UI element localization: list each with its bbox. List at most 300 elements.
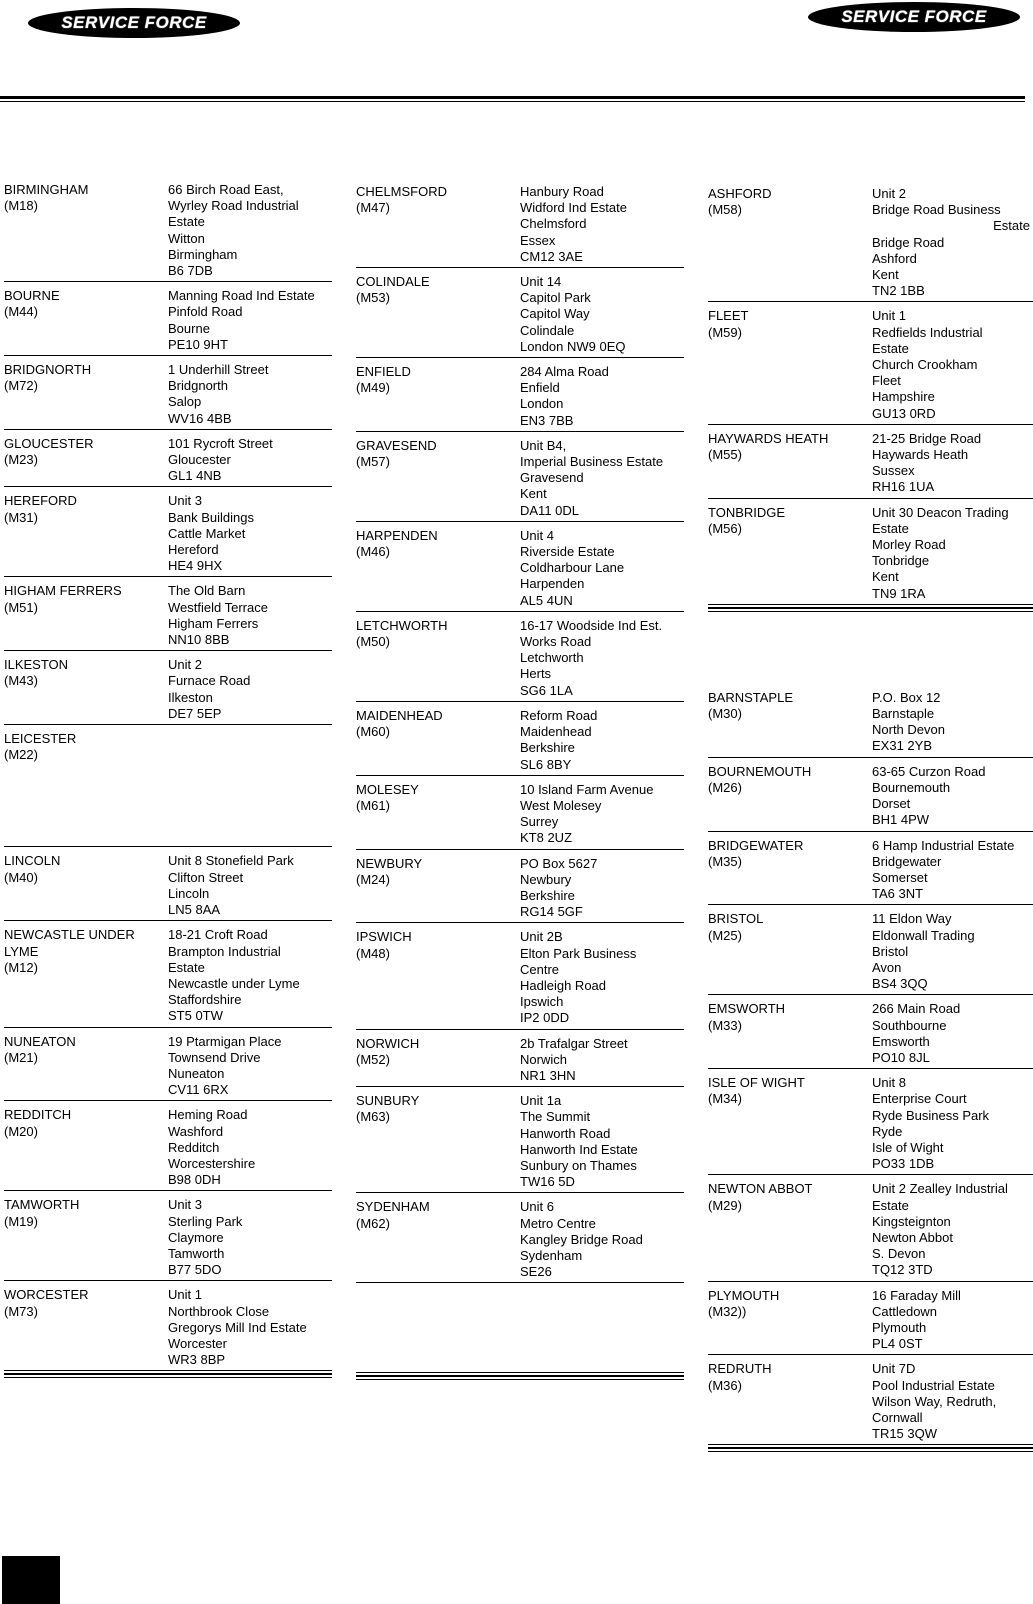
address-line: 21-25 Bridge Road	[872, 430, 982, 446]
centre-address	[168, 853, 332, 918]
address-line: WV16 4BB	[168, 410, 232, 426]
section-end-rule	[708, 1447, 1033, 1452]
centre-address	[872, 1075, 1033, 1172]
address-line: Bournemouth	[872, 779, 951, 795]
address-line: Hadleigh Road	[520, 977, 607, 993]
address-line: 1 Underhill Street	[168, 362, 269, 378]
centre-address	[168, 1197, 332, 1278]
name-line: (M30)	[708, 706, 742, 722]
address-line: Coldharbour Lane	[520, 560, 625, 576]
address-line: Enterprise Court	[872, 1091, 967, 1107]
address-line: Unit 2	[872, 186, 906, 201]
centre-name	[708, 1361, 872, 1442]
name-line: (M60)	[356, 724, 390, 740]
centre-name	[4, 1287, 168, 1368]
address-line: Church Crookham	[872, 357, 978, 373]
address-line: CM12 3AE	[520, 248, 583, 264]
name-line: ASHFORD	[708, 186, 772, 201]
centre-address	[520, 1289, 684, 1370]
name-line: (M23)	[4, 452, 38, 468]
address-line: Unit 8 Stonefield Park	[168, 853, 294, 869]
address-line: Unit 1a	[520, 1093, 562, 1109]
address-line: Unit 2	[168, 657, 202, 673]
service-centre-entry	[708, 690, 1033, 758]
address-line: Plymouth	[872, 1319, 927, 1335]
centre-name	[4, 436, 168, 485]
address-line: Wyrley Road Industrial	[168, 198, 299, 214]
address-line: Redditch	[168, 1139, 220, 1155]
service-centre-entry	[708, 505, 1033, 605]
centre-name	[356, 528, 520, 609]
centre-address	[168, 731, 332, 844]
centre-name	[4, 182, 168, 279]
name-line: WORCESTER	[4, 1287, 89, 1303]
name-line: (M34)	[708, 1091, 742, 1107]
address-line: 16-17 Woodside Ind Est.	[520, 617, 663, 633]
name-line: (M44)	[4, 304, 38, 320]
centre-address	[872, 1361, 1033, 1442]
name-line: HARPENDEN	[356, 527, 438, 543]
centre-address	[520, 528, 684, 609]
name-line: (M73)	[4, 1303, 38, 1319]
address-line: CV11 6RX	[168, 1082, 229, 1098]
service-centre-entry	[356, 364, 684, 432]
address-line: Unit 3	[168, 493, 202, 509]
address-line: Brampton Industrial	[168, 943, 281, 959]
address-line: BS4 3QQ	[872, 976, 928, 992]
address-line: Bridgnorth	[168, 378, 228, 394]
name-line: GLOUCESTER	[4, 435, 94, 451]
address-line: Eldonwall Trading	[872, 927, 975, 943]
address-line: PO33 1DB	[872, 1156, 935, 1172]
address-line: PO Box 5627	[520, 855, 598, 871]
address-line: DE7 5EP	[168, 705, 222, 721]
address-line: Townsend Drive	[168, 1049, 261, 1065]
service-centre-entry	[4, 1197, 332, 1281]
name-line: (M18)	[4, 198, 38, 214]
centre-address	[520, 184, 684, 265]
service-centre-entry	[4, 493, 332, 577]
name-line: (M26)	[708, 779, 742, 795]
name-line: (M52)	[356, 1051, 390, 1067]
address-line: 63-65 Curzon Road	[872, 763, 986, 779]
service-centre-entry	[708, 1075, 1033, 1175]
centre-address	[520, 1093, 684, 1190]
name-line: (M25)	[708, 927, 742, 943]
address-line: RH16 1UA	[872, 479, 935, 495]
address-line: Washford	[168, 1123, 224, 1139]
service-centre-entry	[356, 1093, 684, 1193]
centre-address	[520, 708, 684, 773]
name-line: BRIDGEWATER	[708, 837, 804, 853]
name-line: BIRMINGHAM	[4, 182, 89, 197]
name-line: BOURNE	[4, 288, 60, 304]
address-line: Unit 8	[872, 1075, 906, 1091]
address-line: Estate	[872, 520, 909, 536]
centre-name	[708, 1288, 872, 1353]
service-centre-entry	[356, 184, 684, 268]
service-centre-entry	[708, 1361, 1033, 1445]
address-line: TN2 1BB	[872, 283, 925, 299]
service-centre-entry	[4, 853, 332, 921]
address-line: Hampshire	[872, 389, 935, 405]
service-centre-entry	[708, 1288, 1033, 1356]
name-line: (M21)	[4, 1049, 38, 1065]
address-line: PO10 8JL	[872, 1049, 930, 1065]
centre-address	[872, 505, 1033, 602]
centre-name	[708, 690, 872, 755]
address-line: Newbury	[520, 871, 572, 887]
address-line: London NW9 0EQ	[520, 338, 626, 354]
address-line: Centre	[520, 961, 560, 977]
address-line: Norwich	[520, 1051, 567, 1067]
centre-name	[356, 1093, 520, 1190]
centre-name	[4, 288, 168, 353]
address-line: Worcester	[168, 1335, 227, 1351]
address-line: Ilkeston	[168, 689, 213, 705]
service-centre-entry	[4, 731, 332, 847]
address-line: 101 Rycroft Street	[168, 435, 273, 451]
address-line: Sydenham	[520, 1247, 583, 1263]
centre-name	[708, 1001, 872, 1066]
address-line: Unit 4	[520, 527, 554, 543]
centre-address	[168, 1107, 332, 1188]
name-line: NEWCASTLE UNDER	[4, 927, 135, 943]
address-line: Manning Road Ind Estate	[168, 288, 315, 304]
address-line: ST5 0TW	[168, 1008, 223, 1024]
centre-name	[708, 431, 872, 496]
service-centre-entry	[4, 1034, 332, 1102]
address-line: S. Devon	[872, 1246, 926, 1262]
name-line: (M62)	[356, 1215, 390, 1231]
name-line: (M20)	[4, 1123, 38, 1139]
address-line: Works Road	[520, 634, 592, 650]
address-line: Capitol Way	[520, 306, 590, 322]
address-line: Unit B4,	[520, 437, 567, 453]
name-line: IPSWICH	[356, 929, 412, 945]
name-line: REDRUTH	[708, 1361, 772, 1377]
address-line: Estate	[168, 959, 205, 975]
centre-name	[708, 838, 872, 903]
centre-name	[356, 274, 520, 355]
service-centre-entry	[708, 1181, 1033, 1281]
name-line: BRISTOL	[708, 911, 764, 927]
centre-name	[356, 364, 520, 429]
service-centre-entry	[356, 782, 684, 850]
address-line: Unit 1	[872, 308, 906, 324]
address-line: Letchworth	[520, 650, 584, 666]
centre-name	[708, 764, 872, 829]
service-centre-entry	[356, 929, 684, 1029]
address-line: NN10 8BB	[168, 632, 230, 648]
address-line: Estate	[993, 218, 1030, 234]
name-line: (M32))	[708, 1303, 747, 1319]
address-line: Maidenhead	[520, 724, 592, 740]
address-line: Hanworth Road	[520, 1125, 611, 1141]
service-centre-entry	[708, 838, 1033, 906]
centre-address	[520, 1036, 684, 1085]
centre-name	[356, 929, 520, 1026]
centre-name	[356, 1199, 520, 1280]
centre-name	[356, 618, 520, 699]
section-end-rule	[356, 1375, 684, 1380]
address-line: 18-21 Croft Road	[168, 927, 268, 943]
centre-address	[520, 438, 684, 519]
centre-name	[708, 505, 872, 602]
region-spacer	[708, 612, 1033, 690]
address-line: Lincoln	[168, 885, 210, 901]
name-line: TONBRIDGE	[708, 504, 786, 520]
logo-text: SERVICE FORCE	[841, 7, 987, 26]
address-line: Fleet	[872, 373, 901, 389]
name-line: ENFIELD	[356, 364, 411, 380]
address-line: Barnstaple	[872, 706, 935, 722]
address-line: Northbrook Close	[168, 1303, 270, 1319]
address-line: Dorset	[872, 796, 911, 812]
centre-address	[168, 362, 332, 427]
service-centre-entry	[356, 438, 684, 522]
name-line: BOURNEMOUTH	[708, 763, 812, 779]
name-line: BRIDGNORTH	[4, 362, 92, 378]
centre-address	[520, 782, 684, 847]
name-line: (M36)	[708, 1377, 742, 1393]
address-line: Furnace Road	[168, 673, 251, 689]
name-line: (M61)	[356, 797, 390, 813]
centre-address	[520, 364, 684, 429]
centre-name	[708, 1075, 872, 1172]
address-line: Newton Abbot	[872, 1229, 953, 1245]
address-line: 2b Trafalgar Street	[520, 1035, 628, 1051]
address-line: NR1 3HN	[520, 1067, 576, 1083]
address-line: Salop	[168, 394, 202, 410]
address-line: GL1 4NB	[168, 468, 222, 484]
name-line: (M51)	[4, 599, 38, 615]
address-line: 66 Birch Road East,	[168, 182, 284, 197]
address-line: The Summit	[520, 1109, 591, 1125]
name-line: SYDENHAM	[356, 1199, 430, 1215]
address-line: Isle of Wight	[872, 1139, 944, 1155]
address-line: Pinfold Road	[168, 304, 243, 320]
address-line: Hereford	[168, 542, 219, 558]
name-line: (M49)	[356, 380, 390, 396]
address-line: SG6 1LA	[520, 682, 573, 698]
address-line: TQ12 3TD	[872, 1262, 933, 1278]
centre-address	[168, 493, 332, 574]
address-line: Capitol Park	[520, 290, 591, 306]
address-line: WR3 8BP	[168, 1352, 226, 1368]
address-line: PL4 0ST	[872, 1336, 923, 1352]
address-line: Cornwall	[872, 1410, 923, 1425]
address-line: Nuneaton	[168, 1065, 225, 1081]
address-line: Unit 2B	[520, 929, 563, 945]
address-line: RG14 5GF	[520, 904, 583, 920]
centre-address	[872, 1181, 1033, 1278]
address-line: Ipswich	[520, 994, 564, 1010]
address-line: Worcestershire	[168, 1155, 256, 1171]
address-line: TW16 5D	[520, 1174, 575, 1190]
service-centre-entry	[708, 1001, 1033, 1069]
service-centre-entry	[4, 436, 332, 488]
address-line: TR15 3QW	[872, 1426, 938, 1442]
address-line: Witton	[168, 230, 205, 246]
address-line: PE10 9HT	[168, 336, 228, 352]
name-line: GRAVESEND	[356, 437, 437, 453]
centre-name	[356, 438, 520, 519]
address-line: Gregorys Mill Ind Estate	[168, 1319, 307, 1335]
address-line: Bourne	[168, 320, 210, 336]
name-line: (M58)	[708, 202, 742, 218]
name-line: ISLE OF WIGHT	[708, 1075, 805, 1091]
address-line: West Molesey	[520, 797, 602, 813]
address-line: B77 5DO	[168, 1262, 222, 1278]
service-centre-entry	[708, 911, 1033, 995]
centre-address	[872, 431, 1033, 496]
name-line: (M31)	[4, 509, 38, 525]
centre-address	[520, 618, 684, 699]
name-line: LETCHWORTH	[356, 617, 448, 633]
address-line: Newcastle under Lyme	[168, 975, 300, 991]
address-line: Bridge Road Business	[872, 202, 1001, 218]
centre-address	[872, 838, 1033, 903]
address-line: Bank Buildings	[168, 509, 254, 525]
address-line: Cattledown	[872, 1303, 938, 1319]
name-line: PLYMOUTH	[708, 1287, 780, 1303]
name-line: MOLESEY	[356, 781, 419, 797]
address-line: Berkshire	[520, 887, 575, 903]
service-centre-entry	[4, 182, 332, 282]
address-line: SE26	[520, 1264, 552, 1280]
service-centre-entry	[356, 1289, 684, 1373]
name-line: (M50)	[356, 634, 390, 650]
service-centre-entry	[4, 927, 332, 1027]
service-centre-entry	[4, 288, 332, 356]
address-line: Sussex	[872, 463, 915, 479]
centre-name	[4, 362, 168, 427]
address-line: 16 Faraday Mill	[872, 1287, 961, 1303]
centre-name	[708, 308, 872, 421]
address-line: IP2 0DD	[520, 1010, 570, 1026]
address-line: Staffordshire	[168, 992, 242, 1008]
centre-name	[356, 1289, 520, 1370]
service-centre-entry	[356, 274, 684, 358]
address-line: Estate	[872, 1197, 909, 1213]
address-line: Wilson Way, Redruth,	[872, 1393, 997, 1409]
name-line: (M19)	[4, 1213, 38, 1229]
address-line: Riverside Estate	[520, 544, 615, 560]
address-line: Kingsteignton	[872, 1213, 951, 1229]
name-line: HIGHAM FERRERS	[4, 583, 122, 599]
address-line: B6 7DB	[168, 263, 213, 279]
centre-address	[872, 308, 1033, 421]
address-line: Kangley Bridge Road	[520, 1231, 643, 1247]
address-line: Morley Road	[872, 537, 946, 553]
centre-name	[4, 493, 168, 574]
address-line: The Old Barn	[168, 583, 246, 599]
address-line: Estate	[168, 214, 205, 230]
centre-address	[872, 186, 1033, 299]
address-line: Estate	[872, 340, 909, 356]
service-centre-entry	[708, 186, 1033, 302]
name-line: (M12)	[4, 959, 38, 975]
address-line: Essex	[520, 232, 556, 248]
address-line: EX31 2YB	[872, 738, 932, 754]
centre-name	[356, 1036, 520, 1085]
name-line: (M29)	[708, 1197, 742, 1213]
name-line: SUNBURY	[356, 1093, 420, 1109]
address-line: Southbourne	[872, 1017, 947, 1033]
centre-name	[4, 853, 168, 918]
address-line: London	[520, 396, 564, 412]
address-line: Unit 3	[168, 1197, 202, 1213]
address-line: Kent	[872, 569, 899, 585]
centre-address	[872, 764, 1033, 829]
centre-name	[356, 782, 520, 847]
directory-column-3	[708, 186, 1033, 1452]
centre-name	[356, 856, 520, 921]
service-centre-entry	[708, 431, 1033, 499]
service-centre-entry	[4, 583, 332, 651]
centre-address	[168, 583, 332, 648]
name-line: NEWTON ABBOT	[708, 1181, 813, 1197]
address-line: Higham Ferrers	[168, 615, 259, 631]
service-centre-entry	[708, 308, 1033, 424]
address-line: Tonbridge	[872, 553, 930, 569]
name-line: HEREFORD	[4, 493, 77, 509]
name-line: BARNSTAPLE	[708, 689, 794, 705]
centre-address	[520, 274, 684, 355]
centre-name	[4, 731, 168, 844]
address-line: Haywards Heath	[872, 447, 969, 463]
address-line: Pool Industrial Estate	[872, 1377, 995, 1393]
service-centre-entry	[708, 764, 1033, 832]
directory-column-1	[4, 182, 332, 1378]
name-line: (M47)	[356, 200, 390, 216]
centre-name	[4, 657, 168, 722]
address-line: GU13 0RD	[872, 405, 936, 421]
name-line: (M48)	[356, 945, 390, 961]
page-number-box	[2, 1556, 60, 1604]
service-centre-entry	[4, 657, 332, 725]
name-line: NUNEATON	[4, 1033, 76, 1049]
address-line: 10 Island Farm Avenue	[520, 781, 654, 797]
address-line: Ryde Business Park	[872, 1107, 990, 1123]
address-line: B98 0DH	[168, 1172, 221, 1188]
address-line: Emsworth	[872, 1033, 930, 1049]
name-line: (M55)	[708, 447, 742, 463]
name-line: LYME	[4, 943, 39, 959]
address-line: Unit 7D	[872, 1361, 916, 1377]
address-line: TN9 1RA	[872, 585, 926, 601]
address-line: BH1 4PW	[872, 812, 930, 828]
address-line: Tamworth	[168, 1245, 225, 1261]
directory-column-2	[356, 184, 684, 1380]
service-centre-entry	[4, 1287, 332, 1371]
name-line: REDDITCH	[4, 1107, 72, 1123]
centre-name	[356, 184, 520, 265]
name-line: LINCOLN	[4, 853, 61, 869]
address-line: Chelmsford	[520, 216, 587, 232]
centre-address	[872, 1001, 1033, 1066]
centre-address	[168, 1034, 332, 1099]
address-line: LN5 8AA	[168, 902, 221, 918]
address-line: North Devon	[872, 722, 945, 738]
centre-name	[4, 583, 168, 648]
name-line: COLINDALE	[356, 274, 430, 290]
centre-name	[708, 1181, 872, 1278]
name-line: (M53)	[356, 290, 390, 306]
name-line: EMSWORTH	[708, 1001, 786, 1017]
address-line: Sterling Park	[168, 1213, 243, 1229]
